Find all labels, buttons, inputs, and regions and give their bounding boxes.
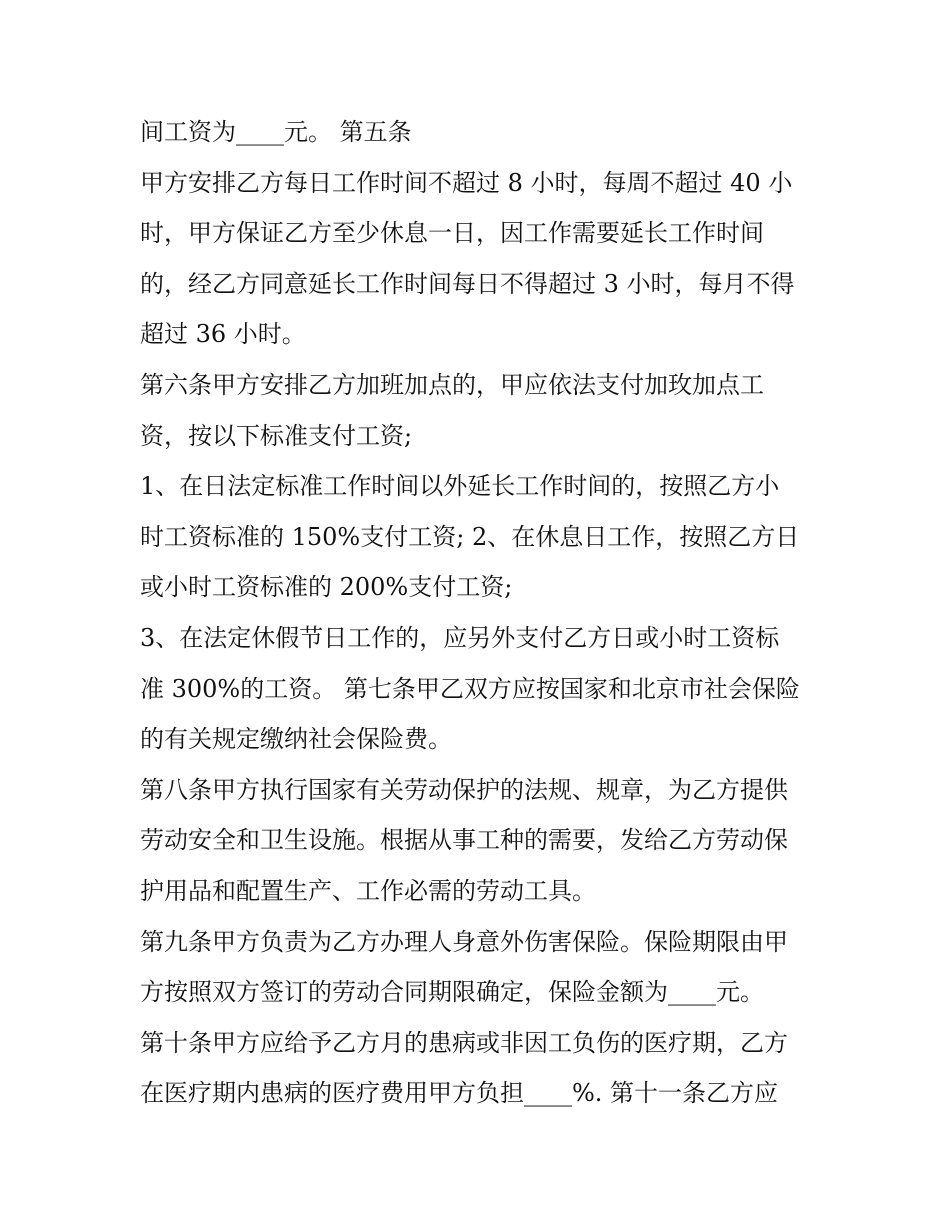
text-line: 劳动安全和卫生设施。根据从事工种的需要，发给乙方劳动保	[140, 826, 788, 855]
text-line: 1、在日法定标准工作时间以外延长工作时间的，按照乙方小	[140, 472, 780, 501]
text-line: 护用品和配置生产、工作必需的劳动工具。	[140, 876, 596, 905]
text-line: 资，按以下标准支付工资;	[140, 421, 413, 450]
text-line: 方按照双方签订的劳动合同期限确定，保险金额为____元。	[140, 978, 764, 1007]
text-line: 时，甲方保证乙方至少休息一日，因工作需要延长工作时间	[140, 219, 764, 248]
text-line: 在医疗期内患病的医疗费用甲方负担____%. 第十一条乙方应	[140, 1079, 779, 1108]
text-line: 第十条甲方应给予乙方月的患病或非因工负伤的医疗期，乙方	[140, 1028, 788, 1057]
text-line: 间工资为____元。 第五条	[140, 118, 412, 146]
text-line: 第八条甲方执行国家有关劳动保护的法规、规章，为乙方提供	[140, 775, 788, 804]
text-line: 第六条甲方安排乙方加班加点的，甲应依法支付加玫加点工	[140, 370, 764, 399]
text-line: 甲方安排乙方每日工作时间不超过 8 小时，每周不超过 40 小	[140, 168, 793, 197]
text-line: 3、在法定休假节日工作的，应另外支付乙方日或小时工资标	[140, 623, 780, 652]
text-line: 或小时工资标准的 200%支付工资;	[140, 573, 513, 602]
text-line: 超过 36 小时。	[140, 320, 306, 349]
text-line: 准 300%的工资。 第七条甲乙双方应按国家和北京市社会保险	[140, 674, 800, 703]
text-line: 第九条甲方负责为乙方办理人身意外伤害保险。保险期限由甲	[140, 927, 788, 956]
document-body	[140, 107, 820, 1119]
text-line: 的，经乙方同意延长工作时间每日不得超过 3 小时，每月不得	[140, 269, 795, 298]
text-line: 的有关规定缴纳社会保险费。	[140, 725, 452, 754]
text-line: 时工资标准的 150%支付工资; 2、在休息日工作，按照乙方日	[140, 522, 800, 551]
